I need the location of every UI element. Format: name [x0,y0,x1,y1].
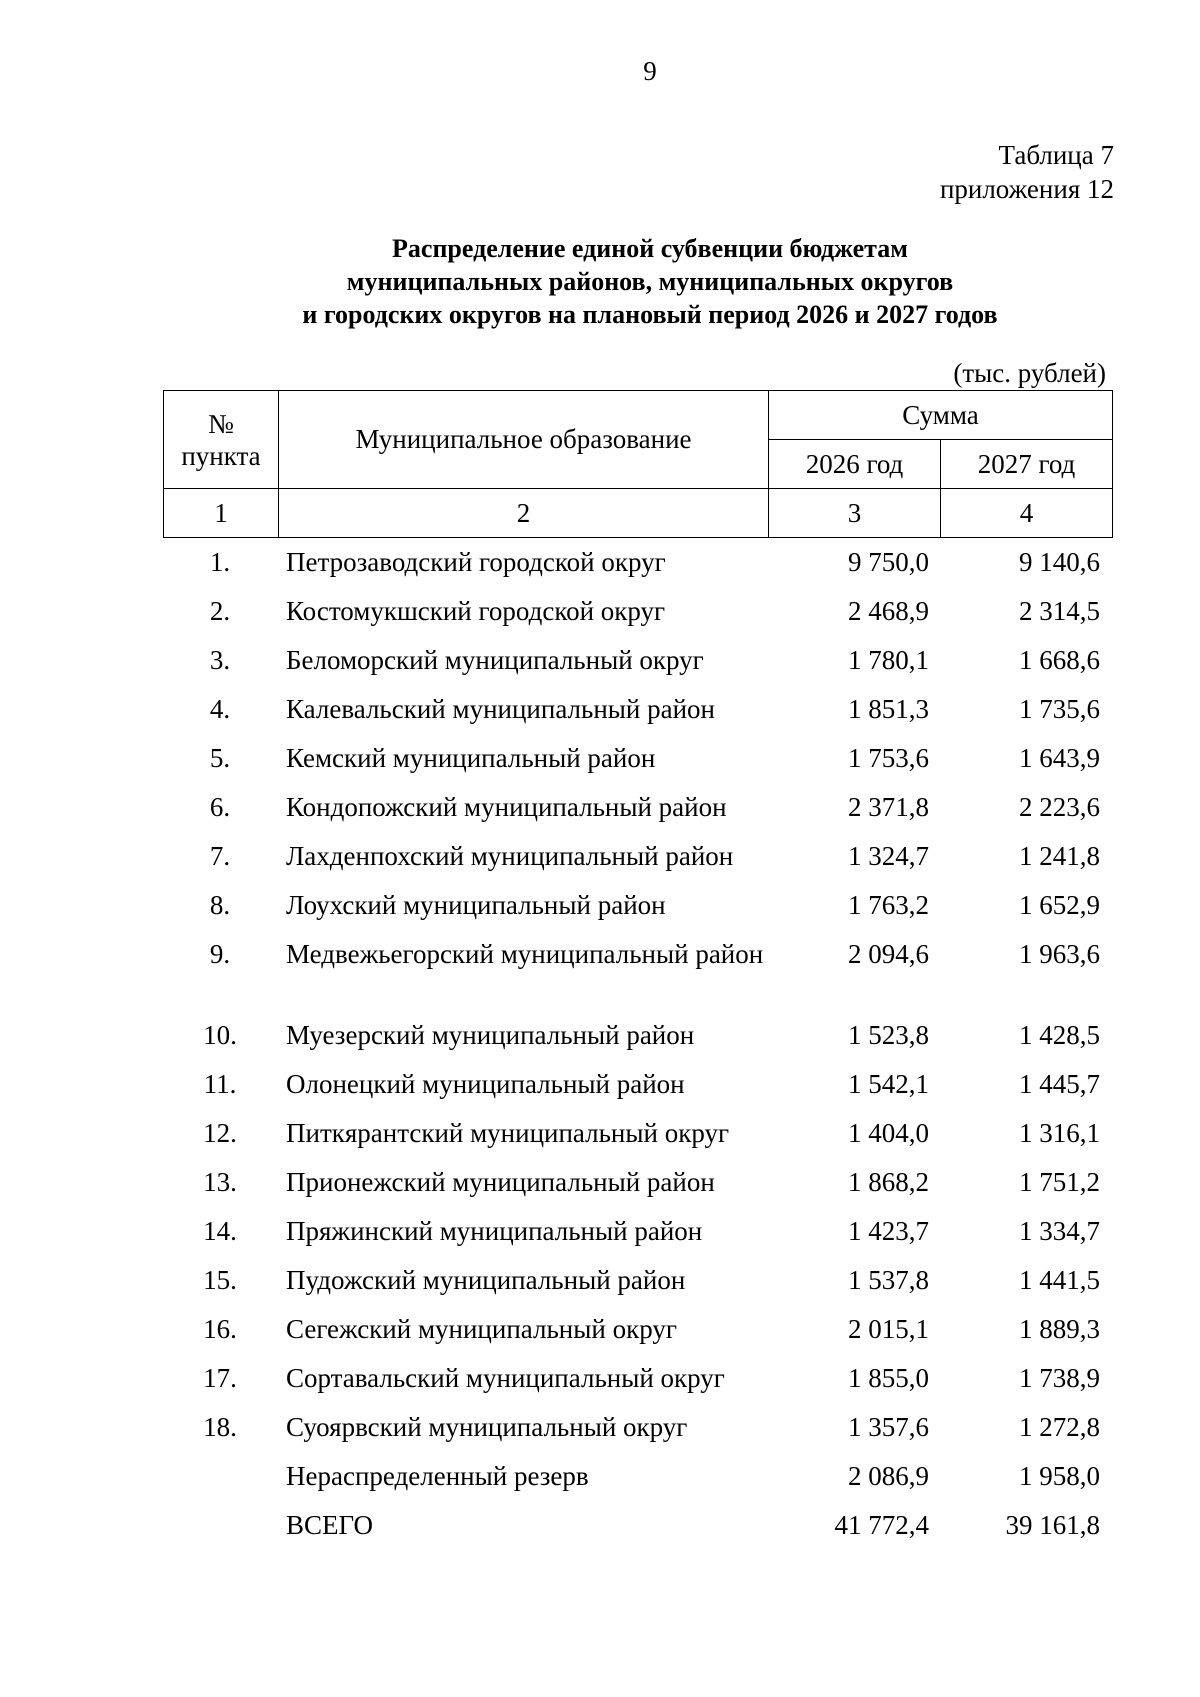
row-value-2026: 1 753,6 [848,743,929,773]
row-number: 18. [203,1412,237,1442]
table-row [163,1117,1110,1166]
row-municipality: Лахденпохский муниципальный район [286,841,734,871]
row-value-2026: 2 015,1 [848,1314,929,1344]
row-value-2026: 41 772,4 [834,1510,929,1540]
table-row [163,1460,1110,1509]
row-municipality: Петрозаводский городской округ [286,547,666,577]
row-number: 12. [203,1118,237,1148]
row-number: 13. [203,1167,237,1197]
header-sum: Сумма [769,391,1113,440]
row-municipality: Медвежьегорский муниципальный район [286,939,764,969]
table-body [163,546,1110,1558]
row-value-2027: 1 652,9 [1019,890,1100,920]
row-number: 9. [209,939,231,969]
row-value-2027: 1 445,7 [1019,1069,1100,1099]
page-number: 9 [643,56,657,86]
table-row [163,1068,1110,1117]
row-value-2027: 1 334,7 [1019,1216,1100,1246]
row-value-2026: 1 855,0 [848,1363,929,1393]
table-row [163,1362,1110,1411]
header-number-sign: № [208,408,234,439]
table-row [163,1411,1110,1460]
row-value-2027: 1 889,3 [1019,1314,1100,1344]
title-line-3: и городских округов на плановый период 2026 и 2027 годов [302,300,998,329]
row-value-2026: 2 468,9 [848,596,929,626]
row-value-2027: 1 751,2 [1019,1167,1100,1197]
row-value-2027: 1 963,6 [1019,939,1100,969]
row-number: 3. [209,645,231,675]
table-header [163,390,1113,538]
caption-appendix: приложения 12 [939,174,1114,204]
row-municipality: ВСЕГО [286,1510,373,1540]
row-value-2026: 1 523,8 [848,1020,929,1050]
row-value-2027: 1 272,8 [1019,1412,1100,1442]
row-value-2026: 1 542,1 [848,1069,929,1099]
row-number: 6. [209,792,231,822]
caption-table-number: Таблица 7 [998,140,1114,170]
row-value-2027: 2 314,5 [1019,596,1100,626]
row-municipality: Суоярвский муниципальный округ [286,1412,688,1442]
row-number: 17. [203,1363,237,1393]
row-number: 11. [203,1069,237,1099]
row-value-2027: 1 668,6 [1019,645,1100,675]
row-value-2027: 2 223,6 [1019,792,1100,822]
table-row [163,1264,1110,1313]
row-municipality: Прионежский муниципальный район [286,1167,715,1197]
row-value-2026: 1 537,8 [848,1265,929,1295]
row-value-2026: 1 404,0 [848,1118,929,1148]
header-year-2027: 2027 год [941,440,1113,489]
row-value-2027: 1 316,1 [1019,1118,1100,1148]
table-row [163,1019,1110,1068]
row-municipality: Кемский муниципальный район [286,743,656,773]
row-municipality: Лоухский муниципальный район [286,890,666,920]
row-value-2026: 2 094,6 [848,939,929,969]
row-municipality: Костомукшский городской округ [286,596,666,626]
row-number: 4. [209,694,231,724]
table-row [163,889,1110,938]
row-value-2026: 1 763,2 [848,890,929,920]
row-value-2026: 1 868,2 [848,1167,929,1197]
header-col-2: 2 [279,489,769,538]
title-line-2: муниципальных районов, муниципальных округов [346,267,954,296]
row-value-2027: 1 958,0 [1019,1461,1100,1491]
row-number: 15. [203,1265,237,1295]
row-value-2027: 1 241,8 [1019,841,1100,871]
row-number: 5. [209,743,231,773]
header-col-3: 3 [769,489,941,538]
table-row [163,644,1110,693]
row-number: 10. [203,1020,237,1050]
row-value-2027: 1 441,5 [1019,1265,1100,1295]
row-value-2027: 9 140,6 [1019,547,1100,577]
row-value-2027: 1 428,5 [1019,1020,1100,1050]
row-number: 7. [209,841,231,871]
header-year-2026: 2026 год [769,440,941,489]
row-municipality: Нераспределенный резерв [286,1461,589,1491]
table-row [163,1313,1110,1362]
row-number: 14. [203,1216,237,1246]
table-row [163,791,1110,840]
row-number: 8. [209,890,231,920]
header-number-label: пункта [181,440,261,471]
table-caption [940,138,1114,206]
table-row [163,693,1110,742]
row-municipality: Пряжинский муниципальный район [286,1216,703,1246]
header-col-4: 4 [941,489,1113,538]
row-value-2027: 39 161,8 [1005,1510,1100,1540]
row-value-2026: 1 780,1 [848,645,929,675]
table-row [163,742,1110,791]
row-municipality: Сортавальский муниципальный округ [286,1363,725,1393]
header-municipality: Муниципальное образование [279,391,769,489]
row-municipality: Беломорский муниципальный округ [286,645,704,675]
row-value-2026: 2 086,9 [848,1461,929,1491]
row-municipality: Пудожский муниципальный район [286,1265,686,1295]
row-value-2027: 1 643,9 [1019,743,1100,773]
row-municipality: Питкярантский муниципальный округ [286,1118,730,1148]
document-title [0,232,1200,331]
row-municipality: Муезерский муниципальный район [286,1020,695,1050]
row-number: 16. [203,1314,237,1344]
row-value-2026: 1 324,7 [848,841,929,871]
row-number: 2. [209,596,231,626]
title-line-1: Распределение единой субвенции бюджетам [392,234,908,263]
header-number [164,391,279,489]
header-col-1: 1 [164,489,279,538]
table-row [163,840,1110,889]
table-row [163,595,1110,644]
row-municipality: Олонецкий муниципальный район [286,1069,685,1099]
row-value-2026: 1 357,6 [848,1412,929,1442]
row-municipality: Сегежский муниципальный округ [286,1314,677,1344]
row-value-2026: 2 371,8 [848,792,929,822]
row-number: 1. [209,547,231,577]
row-value-2026: 9 750,0 [848,547,929,577]
row-municipality: Кондопожский муниципальный район [286,792,727,822]
table-row [163,1215,1110,1264]
table-row [163,1509,1110,1558]
row-value-2027: 1 735,6 [1019,694,1100,724]
units-label: (тыс. рублей) [953,358,1106,388]
row-value-2027: 1 738,9 [1019,1363,1100,1393]
row-value-2026: 1 423,7 [848,1216,929,1246]
row-municipality: Калевальский муниципальный район [286,694,715,724]
table-row [163,546,1110,595]
row-value-2026: 1 851,3 [848,694,929,724]
table-row [163,1166,1110,1215]
table-row [163,938,1110,1019]
